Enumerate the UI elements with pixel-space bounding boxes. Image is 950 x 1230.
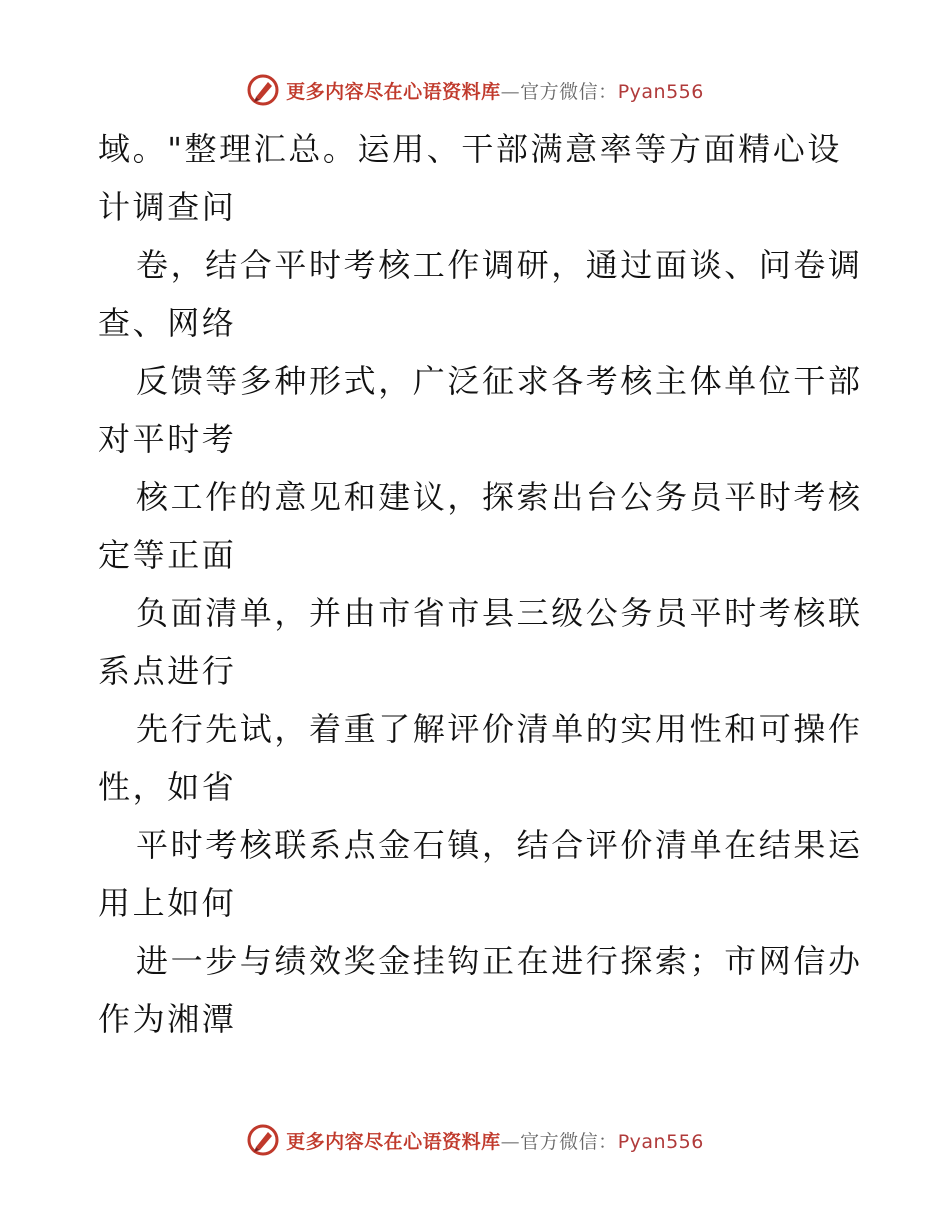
banner-dash: —: [500, 80, 521, 103]
banner-wechat-id: Pyan556: [617, 1130, 704, 1153]
header-banner: [0, 70, 950, 110]
banner-brand: 更多内容尽在心语资料库: [286, 80, 501, 103]
text-line: 用上如何: [98, 884, 237, 922]
text-line: 计调查问: [98, 188, 237, 226]
text-line: 查、网络: [98, 304, 237, 342]
text-line: 定等正面: [98, 536, 237, 574]
text-line: 进一步与绩效奖金挂钩正在进行探索；市网信办: [136, 942, 863, 980]
banner-wechat-label: 官方微信：: [520, 1130, 618, 1153]
banner-wechat-label: 官方微信：: [520, 80, 618, 103]
banner-text: [286, 77, 704, 104]
text-line: 负面清单，并由市省市县三级公务员平时考核联: [136, 594, 863, 632]
banner-dash: —: [500, 1130, 521, 1153]
text-line: 反馈等多种形式，广泛征求各考核主体单位干部: [136, 362, 863, 400]
text-line: 作为湘潭: [98, 1000, 237, 1038]
pen-nib-logo-icon: [246, 1123, 280, 1157]
pen-nib-logo-icon: [246, 73, 280, 107]
banner-text: [286, 1127, 704, 1154]
text-line: 先行先试，着重了解评价清单的实用性和可操作: [136, 710, 863, 748]
banner-wechat-id: Pyan556: [617, 80, 704, 103]
text-line: 系点进行: [98, 652, 237, 690]
banner-brand: 更多内容尽在心语资料库: [286, 1130, 501, 1153]
footer-banner: [0, 1120, 950, 1160]
text-line: 性，如省: [98, 768, 237, 806]
text-line: 核工作的意见和建议，探索出台公务员平时考核: [136, 478, 863, 516]
text-line: 卷，结合平时考核工作调研，通过面谈、问卷调: [136, 246, 863, 284]
text-line: 平时考核联系点金石镇，结合评价清单在结果运: [136, 826, 863, 864]
text-line: 对平时考: [98, 420, 237, 458]
text-line: 域。"整理汇总。运用、干部满意率等方面精心设: [98, 130, 842, 168]
document-body: [98, 120, 863, 1048]
